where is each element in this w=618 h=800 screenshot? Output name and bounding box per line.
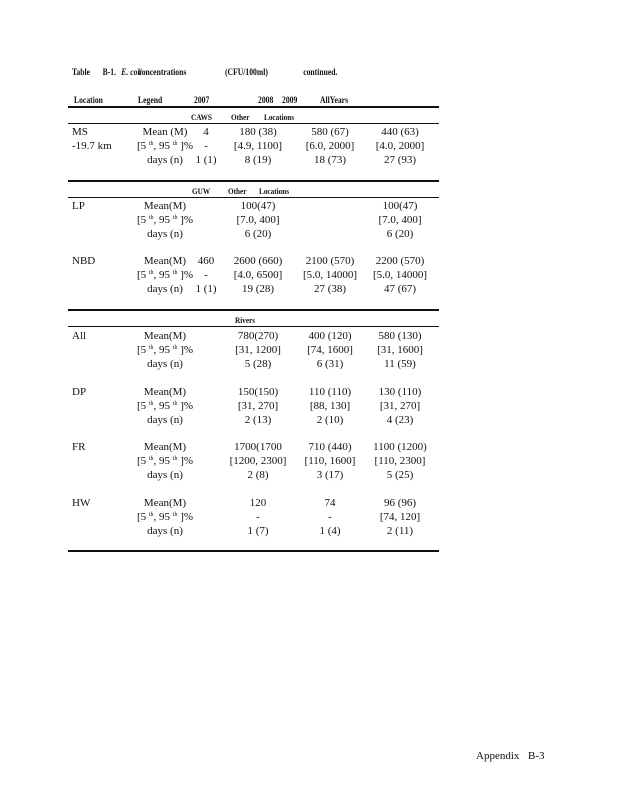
- cell-2009: 1 (4): [319, 525, 341, 537]
- header-2009: 2009: [282, 95, 298, 105]
- cell-all-years: [31, 270]: [379, 400, 421, 412]
- cell-2009: [88, 130]: [309, 400, 351, 412]
- section-heading-part: Rivers: [235, 315, 256, 325]
- caption-status: continued.: [303, 67, 338, 77]
- table-rule: [68, 123, 439, 124]
- cell-2008: 120: [249, 497, 267, 509]
- cell-all-years: 11 (59): [384, 358, 416, 370]
- cell-2008: [1200, 2300]: [229, 455, 287, 467]
- cell-2007: 460: [197, 255, 215, 267]
- cell-2009: [110, 1600]: [304, 455, 356, 467]
- cell-all-years: 27 (93): [383, 154, 417, 166]
- header-legend: Legend: [138, 95, 163, 105]
- header-2008: 2008: [258, 95, 274, 105]
- header-all-years: AllYears: [320, 95, 349, 105]
- cell-all-years: [31, 1600]: [377, 344, 423, 356]
- footer-label: Appendix: [476, 750, 520, 762]
- legend-percentile: [5 $^{th}$, 95 $^{th}$ ]%: [136, 269, 194, 281]
- cell-2008: [4.9, 1100]: [233, 140, 283, 152]
- caption-table-word: Table: [72, 67, 91, 77]
- legend-mean: Mean(M): [143, 200, 187, 212]
- cell-all-years: [110, 2300]: [374, 455, 426, 467]
- caption-table-number: B-1.: [102, 67, 116, 77]
- header-2007: 2007: [194, 95, 210, 105]
- section-heading-rivers: [68, 315, 439, 326]
- table-rule: [68, 180, 439, 182]
- cell-2009: 110 (110): [308, 386, 352, 398]
- legend-percentile: [5 $^{th}$, 95 $^{th}$ ]%: [136, 214, 194, 226]
- section-heading-part: GUW: [192, 186, 211, 196]
- cell-2008: 2 (13): [244, 414, 272, 426]
- legend-mean: Mean(M): [143, 386, 187, 398]
- table-caption: [72, 67, 395, 77]
- section-heading-caws: [68, 112, 439, 123]
- cell-all-years: 2 (11): [386, 525, 414, 537]
- cell-2008: [31, 270]: [237, 400, 279, 412]
- cell-2009: -: [328, 511, 332, 523]
- cell-all-years: 1100 (1200): [373, 441, 427, 453]
- table-rule: [68, 309, 439, 311]
- section-heading-part: Other: [231, 112, 250, 122]
- caption-organism: E. coli: [121, 67, 142, 77]
- page-number: B-3: [528, 750, 545, 762]
- cell-2009: 3 (17): [316, 469, 344, 481]
- location-name: FR: [72, 441, 86, 453]
- cell-2009: 2100 (570): [305, 255, 355, 267]
- cell-2008: [31, 1200]: [235, 344, 281, 356]
- cell-2009: 6 (31): [316, 358, 344, 370]
- cell-all-years: 5 (25): [386, 469, 414, 481]
- cell-all-years: 96 (96): [383, 497, 417, 509]
- cell-all-years: 2200 (570): [375, 255, 425, 267]
- section-heading-part: CAWS: [191, 112, 212, 122]
- section-heading-part: Locations: [264, 112, 295, 122]
- cell-2009: 74: [324, 497, 336, 509]
- cell-2008: 780(270): [237, 330, 279, 342]
- header-location: Location: [74, 95, 103, 105]
- cell-all-years: 4 (23): [386, 414, 414, 426]
- cell-2008: 19 (28): [241, 283, 275, 295]
- section-heading-part: Other: [228, 186, 247, 196]
- legend-percentile: [5 $^{th}$, 95 $^{th}$ ]%: [136, 140, 194, 152]
- cell-2009: 580 (67): [311, 126, 349, 138]
- cell-2008: 5 (28): [244, 358, 272, 370]
- legend-days: days (n): [147, 469, 183, 481]
- caption-units: (CFU/100ml): [225, 67, 268, 77]
- cell-2007: 1 (1): [195, 154, 217, 166]
- section-heading-guw: [68, 186, 439, 197]
- legend-mean: Mean(M): [143, 497, 187, 509]
- cell-2009: [5.0, 14000]: [302, 269, 358, 281]
- cell-2008: 8 (19): [244, 154, 272, 166]
- legend-percentile: [5 $^{th}$, 95 $^{th}$ ]%: [136, 344, 194, 356]
- legend-percentile: [5 $^{th}$, 95 $^{th}$ ]%: [136, 455, 194, 467]
- legend-mean: Mean (M): [142, 126, 188, 138]
- page-footer: [476, 750, 545, 762]
- location-name: All: [72, 330, 87, 342]
- legend-days: days (n): [147, 228, 183, 240]
- cell-all-years: [74, 120]: [379, 511, 421, 523]
- cell-2008: [4.0, 6500]: [233, 269, 283, 281]
- cell-2008: 2600 (660): [233, 255, 283, 267]
- location-name: MS: [72, 126, 88, 138]
- cell-2007: 1 (1): [195, 283, 217, 295]
- table-rule: [68, 550, 439, 552]
- cell-2009: [74, 1600]: [307, 344, 353, 356]
- cell-2009: [6.0, 2000]: [305, 140, 355, 152]
- location-name: NBD: [72, 255, 96, 267]
- cell-all-years: 6 (20): [386, 228, 414, 240]
- cell-all-years: [4.0, 2000]: [375, 140, 425, 152]
- cell-2007: -: [204, 269, 208, 281]
- cell-2009: 400 (120): [308, 330, 352, 342]
- cell-2008: 100(47): [240, 200, 276, 212]
- legend-mean: Mean(M): [143, 441, 187, 453]
- table-rule: [68, 197, 439, 198]
- cell-2008: [7.0, 400]: [236, 214, 280, 226]
- location-name: DP: [72, 386, 87, 398]
- location-detail: -19.7 km: [72, 140, 112, 152]
- cell-2009: 18 (73): [313, 154, 347, 166]
- cell-all-years: [5.0, 14000]: [372, 269, 428, 281]
- cell-2008: 180 (38): [239, 126, 277, 138]
- cell-all-years: 440 (63): [381, 126, 419, 138]
- cell-2008: 2 (8): [247, 469, 269, 481]
- cell-all-years: [7.0, 400]: [378, 214, 422, 226]
- cell-2009: 2 (10): [316, 414, 344, 426]
- cell-2008: 150(150): [237, 386, 279, 398]
- cell-2007: -: [204, 140, 208, 152]
- legend-days: days (n): [147, 283, 183, 295]
- cell-2008: 1700(1700: [234, 441, 282, 453]
- legend-percentile: [5 $^{th}$, 95 $^{th}$ ]%: [136, 400, 194, 412]
- legend-days: days (n): [147, 358, 183, 370]
- cell-2009: 27 (38): [313, 283, 347, 295]
- cell-all-years: 580 (130): [378, 330, 422, 342]
- caption-subject: concentrations: [138, 67, 187, 77]
- legend-percentile: [5 $^{th}$, 95 $^{th}$ ]%: [136, 511, 194, 523]
- cell-all-years: 47 (67): [383, 283, 417, 295]
- legend-days: days (n): [147, 154, 183, 166]
- cell-2007: 4: [203, 126, 209, 138]
- section-heading-part: Locations: [259, 186, 290, 196]
- location-name: LP: [72, 200, 85, 212]
- legend-days: days (n): [147, 414, 183, 426]
- cell-all-years: 130 (110): [378, 386, 422, 398]
- table-rule: [68, 326, 439, 327]
- table-rule: [68, 106, 439, 108]
- legend-mean: Mean(M): [143, 255, 187, 267]
- cell-2008: 1 (7): [247, 525, 269, 537]
- cell-2008: 6 (20): [244, 228, 272, 240]
- cell-2008: -: [256, 511, 260, 523]
- cell-2009: 710 (440): [308, 441, 352, 453]
- location-name: HW: [72, 497, 91, 509]
- cell-all-years: 100(47): [382, 200, 418, 212]
- legend-mean: Mean(M): [143, 330, 187, 342]
- legend-days: days (n): [147, 525, 183, 537]
